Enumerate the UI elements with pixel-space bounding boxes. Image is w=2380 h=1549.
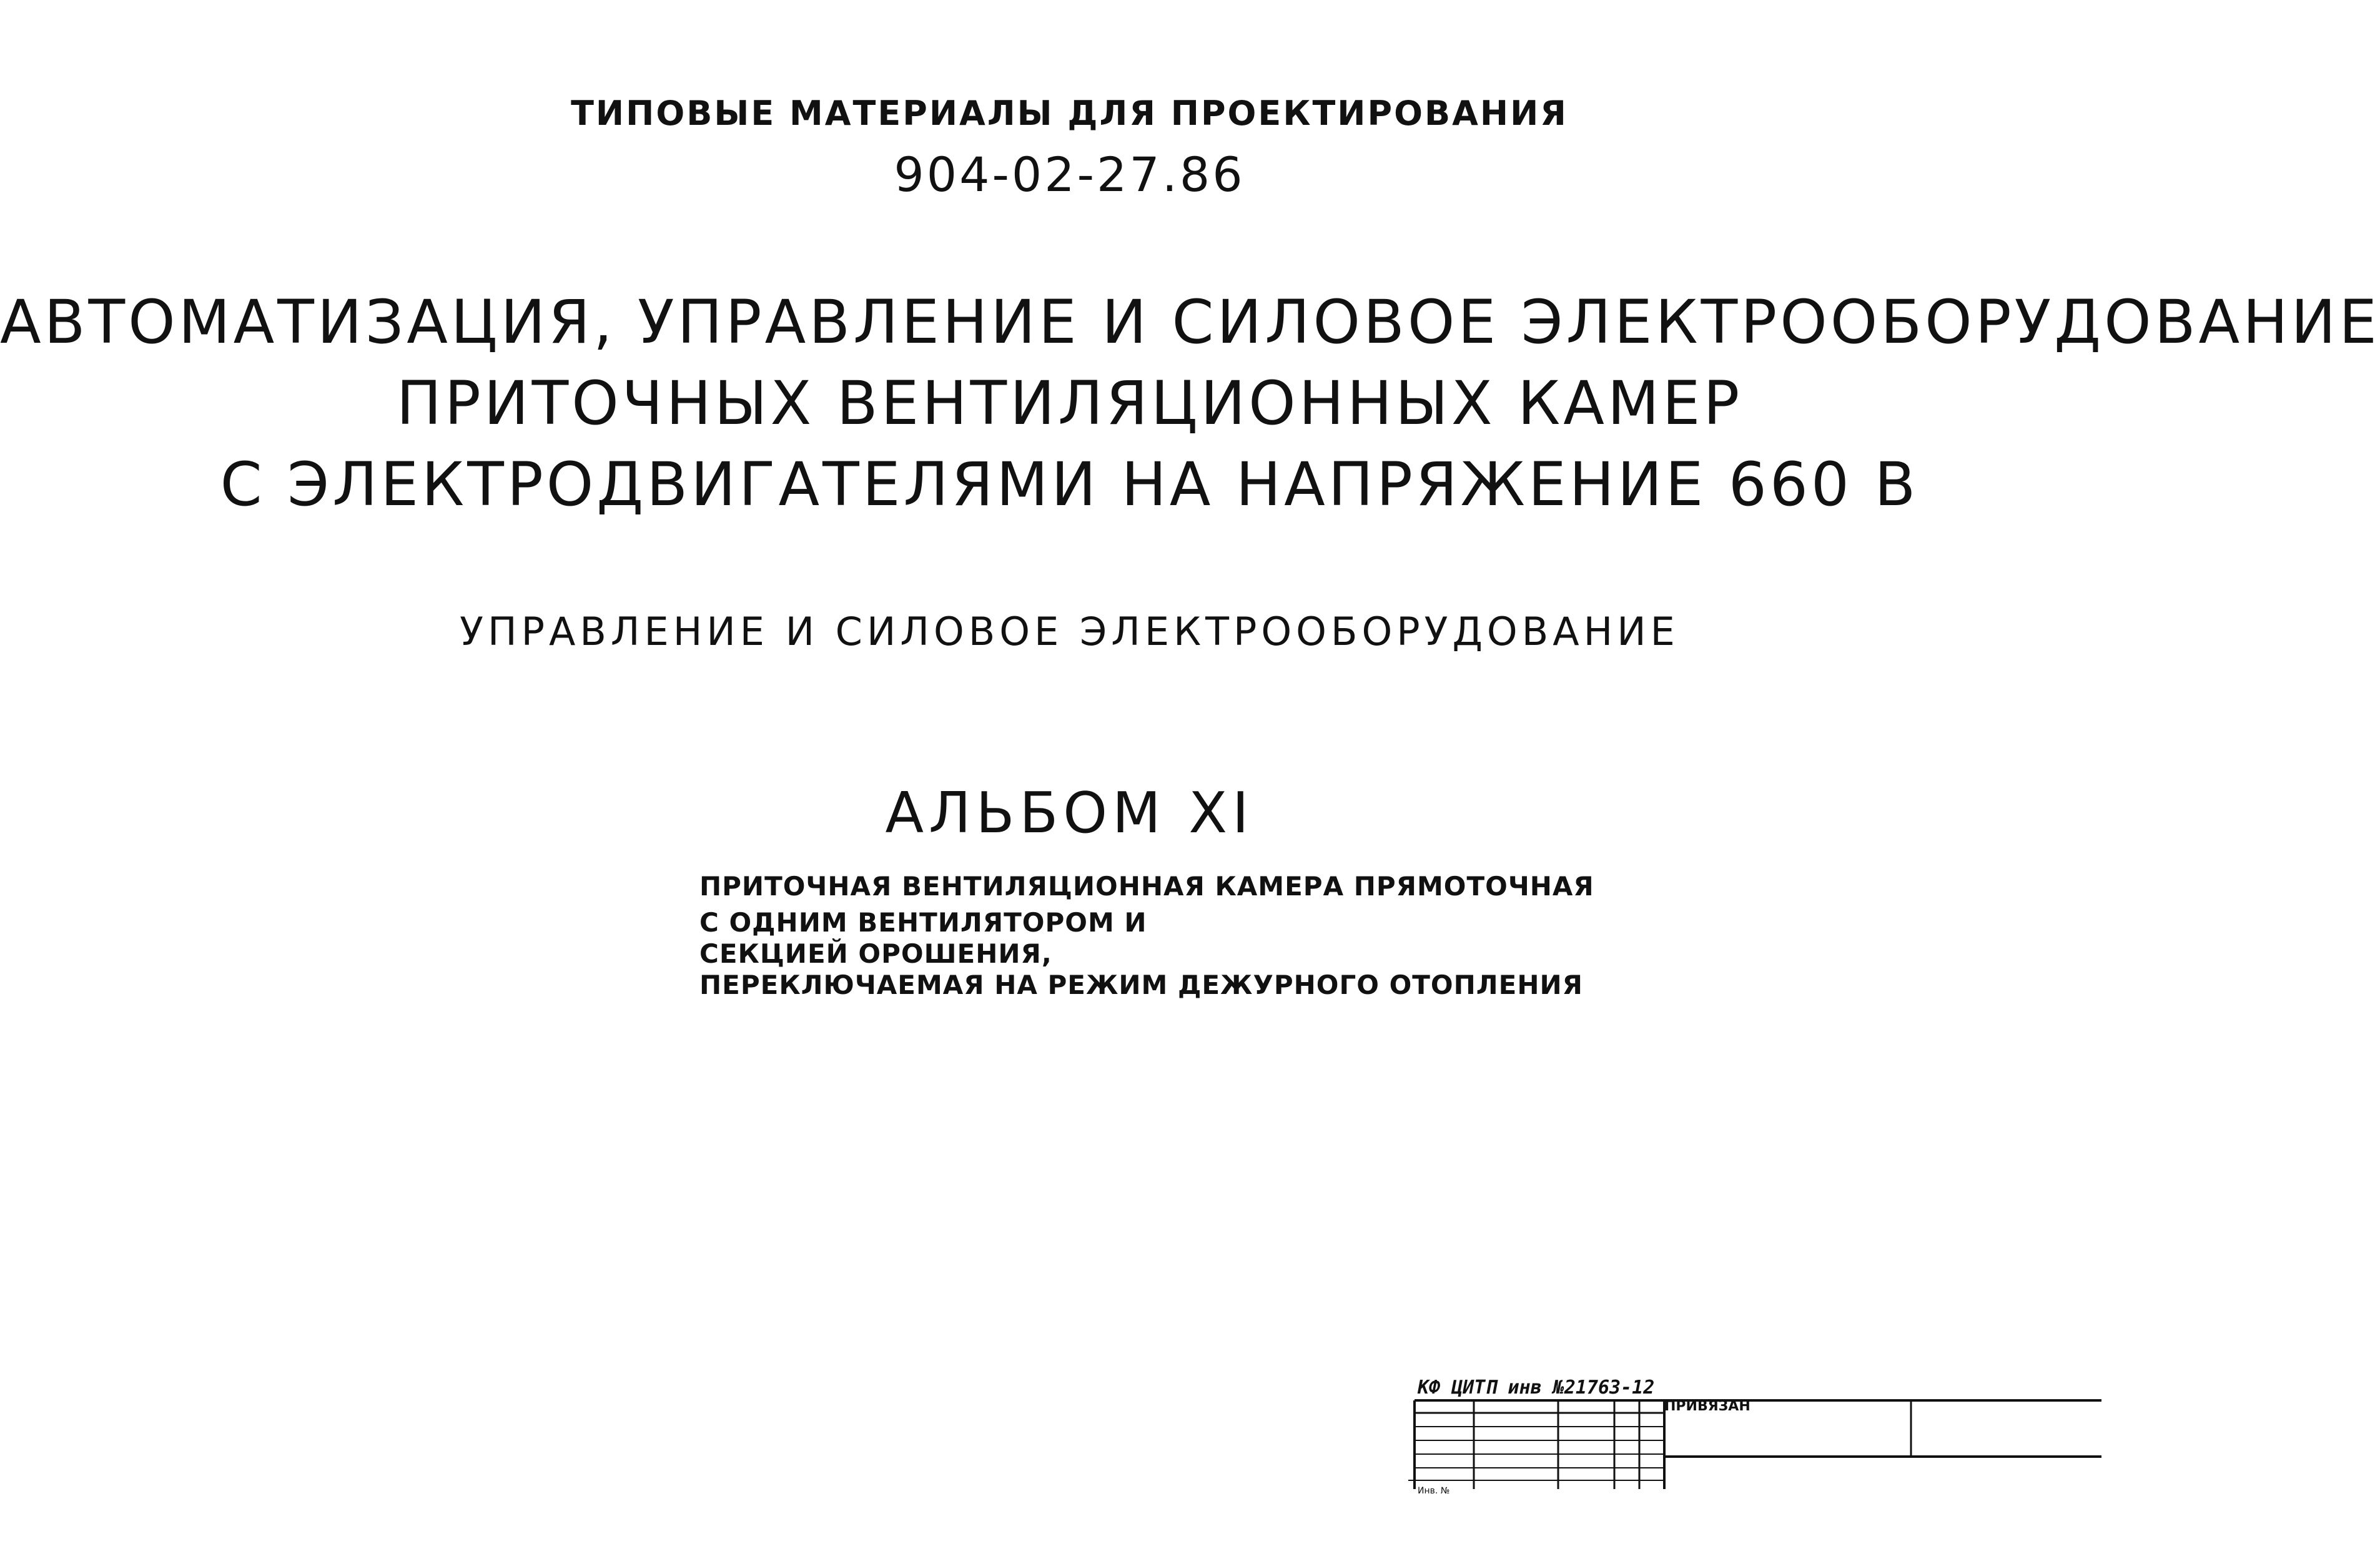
- archive-stamp: КФ ЦИТП инв №21763-12: [1418, 1377, 1655, 1399]
- series-code: 904-02-27.86: [894, 147, 1245, 202]
- main-title-line-1: АВТОМАТИЗАЦИЯ, УПРАВЛЕНИЕ И СИЛОВОЕ ЭЛЕКТРООБОРУДОВАНИЕ: [0, 287, 2380, 357]
- series-title: ТИПОВЫЕ МАТЕРИАЛЫ ДЛЯ ПРОЕКТИРОВАНИЯ: [571, 94, 1568, 133]
- album-number: АЛЬБОМ XI: [885, 780, 1254, 846]
- subtitle: УПРАВЛЕНИЕ И СИЛОВОЕ ЭЛЕКТРООБОРУДОВАНИЕ: [460, 609, 1679, 654]
- title-block-frame: [1408, 1389, 2101, 1489]
- description-line-3: СЕКЦИЕЙ ОРОШЕНИЯ,: [699, 938, 1052, 969]
- album-description: [699, 871, 1594, 1001]
- description-line-1: ПРИТОЧНАЯ ВЕНТИЛЯЦИОННАЯ КАМЕРА ПРЯМОТОЧНАЯ: [699, 871, 1594, 902]
- main-title-line-3: С ЭЛЕКТРОДВИГАТЕЛЯМИ НА НАПРЯЖЕНИЕ 660 В: [220, 450, 1919, 519]
- inventory-label: Инв. №: [1418, 1486, 1450, 1496]
- description-line-4: ПЕРЕКЛЮЧАЕМАЯ НА РЕЖИМ ДЕЖУРНОГО ОТОПЛЕНИЯ: [699, 970, 1583, 1000]
- description-line-2: С ОДНИМ ВЕНТИЛЯТОРОМ И: [699, 907, 1147, 938]
- attached-label: ПРИВЯЗАН: [1664, 1399, 1750, 1414]
- title-block-grid: [1408, 1389, 2101, 1489]
- main-title-line-2: ПРИТОЧНЫХ ВЕНТИЛЯЦИОННЫХ КАМЕР: [396, 368, 1743, 438]
